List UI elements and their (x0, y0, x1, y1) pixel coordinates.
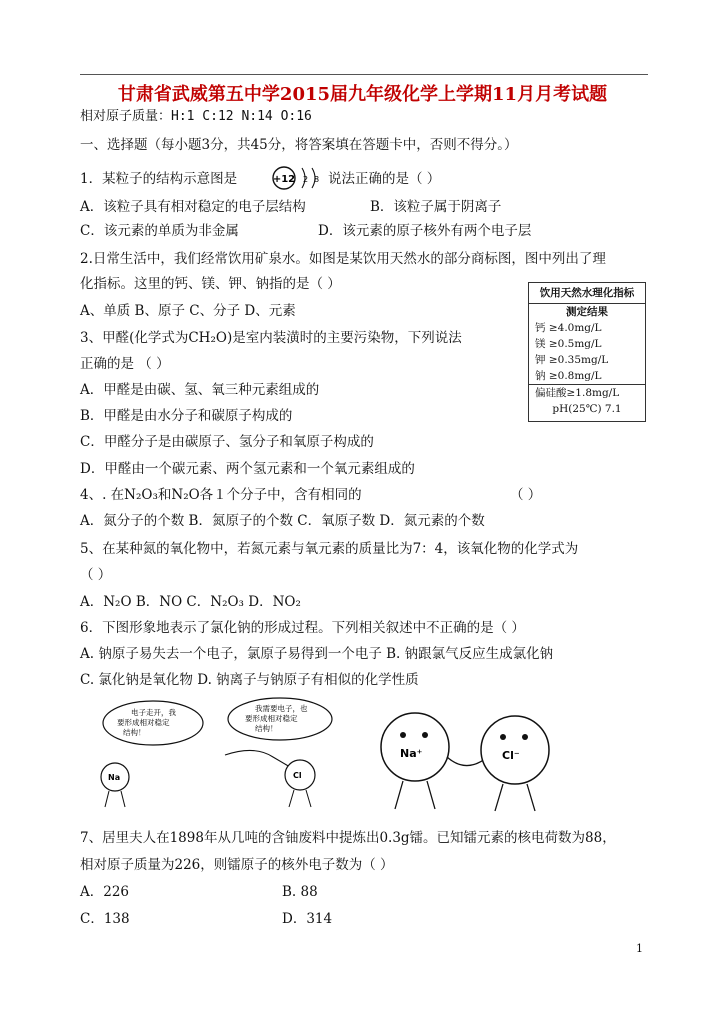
bubble2-line: 要形成相对稳定 (245, 714, 298, 723)
q4-answer-paren: （ ） (510, 487, 542, 503)
water-label-row: 钾 ≥0.35mg/L (535, 354, 609, 366)
cl-ion-label: Cl⁻ (502, 749, 520, 762)
q7-option-b: B. 88 (282, 884, 318, 900)
page-number: 1 (636, 942, 643, 955)
q1-option-d: D．该元素的原子核外有两个电子层 (318, 223, 532, 239)
water-label-silicic: 偏硅酸≥1.8mg/L (529, 384, 645, 401)
q1-stem-b: 说法正确的是（ ） (328, 171, 441, 187)
q3-option-d: D．甲醛由一个碳元素、两个氢元素和一个氧元素组成的 (80, 461, 415, 477)
water-label-row: 钙 ≥4.0mg/L (535, 322, 602, 334)
q3-line-1: 3、甲醛(化学式为CH₂O)是室内装潢时的主要污染物，下列说法 (80, 330, 462, 346)
q3-option-b: B．甲醛是由水分子和碳原子构成的 (80, 408, 293, 424)
q5-options: A．N₂O B．NO C．N₂O₃ D．NO₂ (80, 594, 301, 610)
shell-1-count: 2 (303, 175, 309, 184)
bubble1-line: 要形成相对稳定 (117, 718, 170, 727)
q7-line-1: 7、居里夫人在1898年从几吨的含铀废料中提炼出0.3g镭。已知镭元素的核电荷数为88， (80, 830, 616, 846)
section-heading: 一、选择题（每小题3分，共45分，将答案填在答题卡中，否则不得分。） (80, 137, 518, 153)
q1-option-a: A．该粒子具有相对稳定的电子层结构 (80, 199, 306, 215)
q1-option-c: C．该元素的单质为非金属 (80, 223, 239, 239)
q5-line-1: 5、在某种氮的氧化物中，若氮元素与氧元素的质量比为7：4，该氧化物的化学式为 (80, 541, 579, 557)
na-ion-label: Na⁺ (400, 747, 423, 760)
page-title: 甘肃省武威第五中学2015届九年级化学上学期11月月考试题 (117, 84, 608, 105)
nucleus-charge: +12 (272, 174, 296, 185)
water-label-table (528, 282, 646, 422)
q7-option-d: D．314 (282, 911, 333, 927)
q6-options-cd: C. 氯化钠是氧化物 D. 钠离子与钠原子有相似的化学性质 (80, 672, 419, 688)
water-label-subheader: 测定结果 (566, 306, 608, 318)
q5-line-2: （ ） (80, 567, 112, 583)
bubble2-line: 我需要电子，也 (255, 704, 308, 713)
sodium-chloride-cartoon (95, 695, 615, 815)
atomic-mass-line: 相对原子质量：H:1 C:12 N:14 O:16 (80, 109, 312, 124)
na-atom-label: Na (108, 773, 121, 782)
shell-2-count: 8 (314, 175, 320, 184)
atom-structure-diagram (270, 165, 330, 191)
butterfly-net (225, 750, 290, 767)
q4-options: A．氮分子的个数 B．氮原子的个数 C．氧原子数 D．氮元素的个数 (80, 513, 485, 529)
water-label-row: 钠 ≥0.8mg/L (535, 370, 602, 382)
bubble2-line: 结构！ (255, 724, 278, 733)
q7-option-c: C．138 (80, 911, 130, 927)
q1-option-b: B．该粒子属于阴离子 (370, 199, 502, 215)
q4-stem: 4、. 在N₂O₃和N₂O各１个分子中，含有相同的 (80, 487, 362, 503)
q3-option-c: C．甲醛分子是由碳原子、氢分子和氧原子构成的 (80, 434, 374, 450)
q1-stem-a: 1．某粒子的结构示意图是 (80, 171, 238, 187)
q6-options-ab: A. 钠原子易失去一个电子，氯原子易得到一个电子 B. 钠跟氯气反应生成氯化钠 (80, 646, 554, 662)
bubble1-line: 结构！ (123, 728, 146, 737)
q3-line-2: 正确的是 （ ） (80, 356, 170, 372)
bubble1-line: 电子走开，我 (131, 708, 176, 717)
cl-atom-label: Cl (293, 771, 302, 780)
q3-option-a: A．甲醛是由碳、氢、氧三种元素组成的 (80, 382, 320, 398)
q7-line-2: 相对原子质量为226，则镭原子的核外电子数为（ ） (80, 857, 394, 873)
q7-option-a: A．226 (80, 884, 130, 900)
water-label-row: 镁 ≥0.5mg/L (535, 338, 602, 350)
water-label-ph: pH(25℃) 7.1 (552, 403, 622, 415)
q6-stem: 6．下图形象地表示了氯化钠的形成过程。下列相关叙述中不正确的是（ ） (80, 620, 525, 636)
q2-options: A、单质 B、原子 C、分子 D、元素 (80, 303, 296, 319)
water-label-header: 饮用天然水理化指标 (529, 283, 645, 304)
q2-line-1: 2.日常生活中，我们经常饮用矿泉水。如图是某饮用天然水的部分商标图，图中列出了理 (80, 251, 606, 267)
header-rule (80, 74, 648, 75)
q2-line-2: 化指标。这里的钙、镁、钾、钠指的是（ ） (80, 276, 341, 292)
